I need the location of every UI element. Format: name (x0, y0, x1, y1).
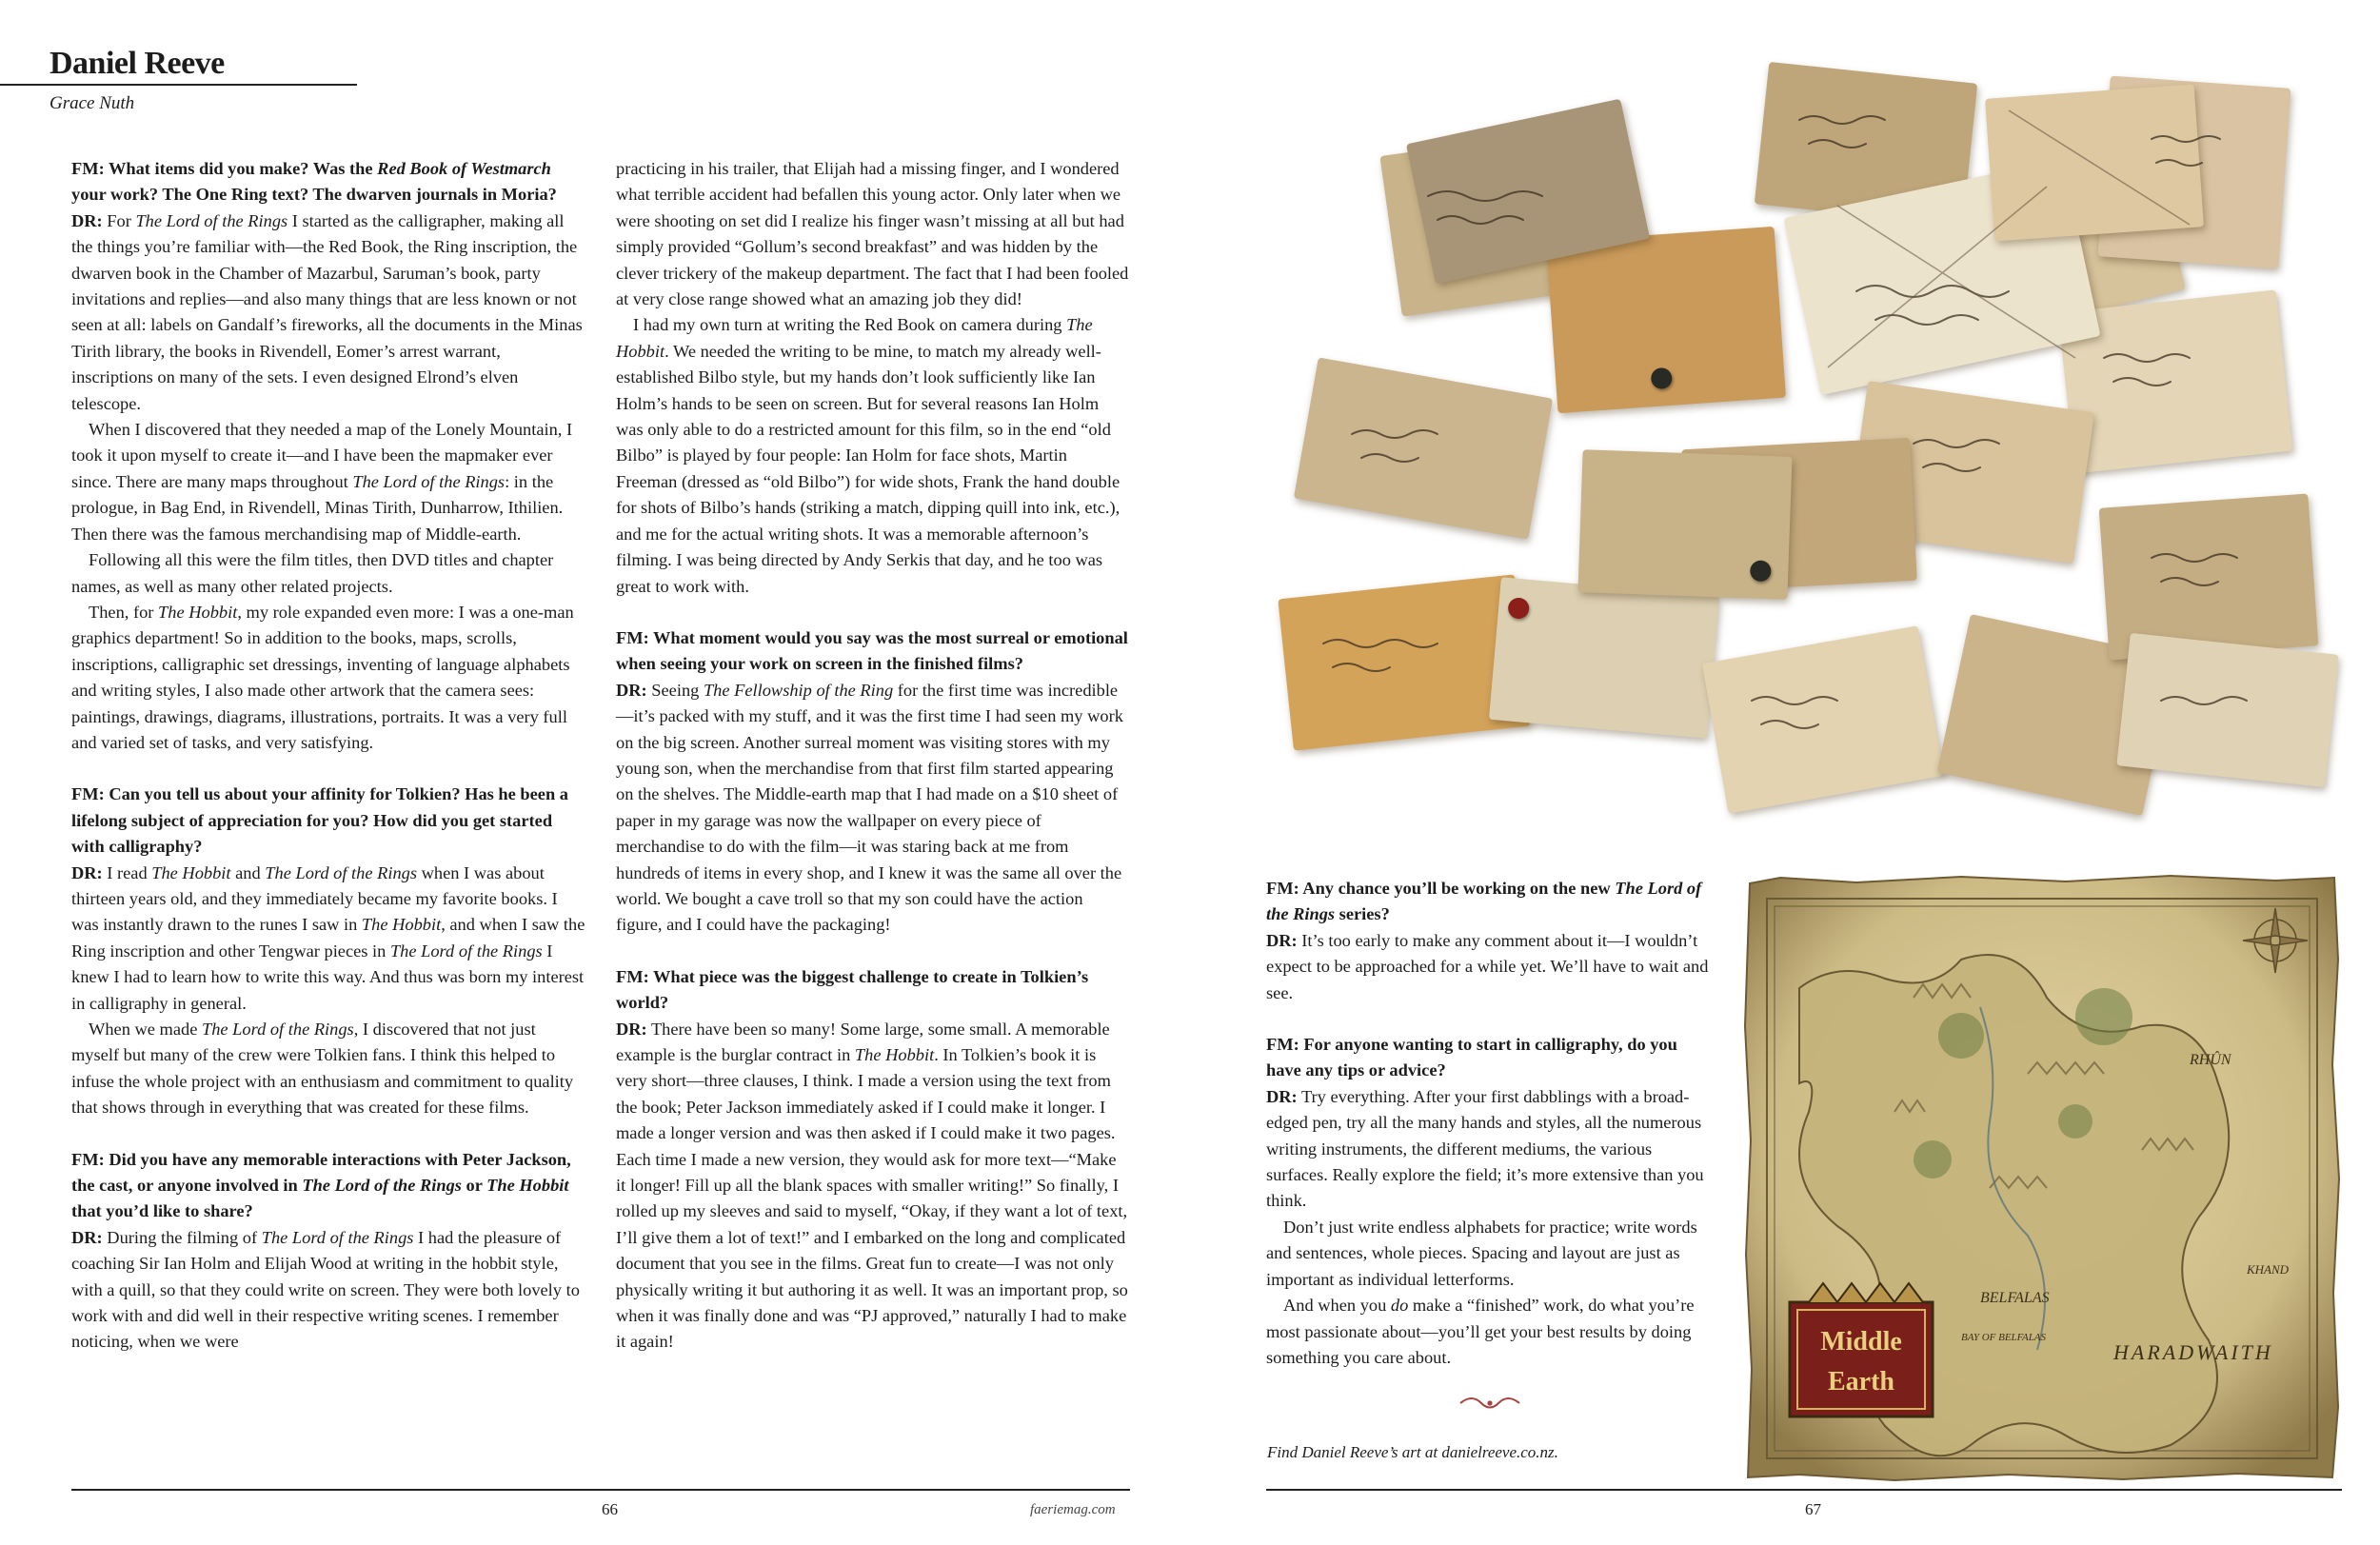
paragraph: practicing in his trailer, that Elijah had a missing finger, and I wondered what terrible accident had befallen this young actor. Only later when we were shooting on set did I realize his finger wasn’t missing at all but had simply provided “Gollum’s second breakfast” and was hidden by the clever trickery of the makeup department. The fact that I had been fooled at very close range showed what an amazing job they did! (616, 159, 1129, 309)
answer-3: DR: During the filming of The Lord of the Rings I had the pleasure of coaching Sir Ian Holm and Elijah Wood at writing in the hobbit style, with a quill, so that they could write on screen. They were both lovely to work with and did well in their respective writing scenes. I remember noticing, when we were (71, 1227, 580, 1352)
title-rule (0, 84, 357, 86)
answer-2: DR: I read The Hobbit and The Lord of the Rings when I was about thirteen years old, and they immediately became my favorite books. I was instantly drawn to the runes I saw in The Hobbit, and when I saw the Ring inscription and other Tengwar pieces in The Lord of the Rings I knew I had to learn how to write this way. And thus was born my interest in calligraphy in general. (71, 862, 585, 1013)
footer-rule-left (71, 1489, 1130, 1491)
text-column-middle (616, 156, 1130, 1356)
answer-1: DR: For The Lord of the Rings I started as the calligrapher, making all the things you’re familiar with—the Red Book, the Ring inscription, the dwarven book in the Chamber of Mazarbul, Saruman’s book, party invitations and replies—and also many things that are less known or not seen at all: labels on Gandalf’s fireworks, all the documents in the Minas Tirith library, the books in Rivendell, Eomer’s arrest warrant, inscriptions on many of the sets. I even designed Elrond’s elven telescope. (71, 210, 583, 413)
page-number-left: 66 (602, 1500, 618, 1518)
question-5: FM: What piece was the biggest challenge to create in Tolkien’s world? (616, 966, 1089, 1013)
address-scribbles (1266, 53, 2342, 853)
page-number-right: 67 (1805, 1500, 1821, 1518)
map-label: KHAND (2247, 1262, 2290, 1277)
paragraph: Following all this were the film titles, then DVD titles and chapter names, as well as many other related projects. (71, 550, 554, 596)
map-cartouche (1790, 1283, 1933, 1416)
map-label: RHÛN (2190, 1052, 2231, 1068)
footer-rule-right (1266, 1489, 2342, 1491)
text-column-left (71, 156, 585, 1356)
art-credit: Find Daniel Reeve’s art at danielreeve.co.nz. (1267, 1443, 1558, 1461)
map-label: BELFALAS (1980, 1290, 2050, 1306)
answer-6: DR: It’s too early to make any comment about it—I wouldn’t expect to be approached for a while yet. We’ll have to wait and see. (1266, 930, 1709, 1002)
paragraph: And when you do make a “finished” work, do what you’re most passionate about—you’ll get your best results by doing something you care about. (1266, 1296, 1695, 1367)
paragraph: When we made The Lord of the Rings, I discovered that not just myself but many of the crew were Tolkien fans. I think this helped to infuse the whole project with an enthusiasm and commitment to quality that shows through in everything that was created for these films. (71, 1020, 574, 1118)
answer-7: DR: Try everything. After your first dabblings with a broad-edged pen, try all the many hands and styles, all the numerous writing instruments, the different mediums, the various surfaces. Really explore the field; it’s more extensive than you think. (1266, 1086, 1704, 1211)
text-column-right (1266, 876, 1714, 1371)
envelopes-photo (1266, 53, 2342, 853)
map-label: BAY OF BELFALAS (1961, 1332, 2047, 1343)
site-name: faeriemag.com (1030, 1502, 1116, 1517)
map-label: HARADWAITH (2113, 1340, 2273, 1364)
question-6: FM: Any chance you’ll be working on the new The Lord of the Rings series? (1266, 879, 1702, 924)
middle-earth-map (1742, 874, 2342, 1483)
cartouche-bottom-text: Earth (1828, 1367, 1894, 1396)
question-4: FM: What moment would you say was the most surreal or emotional when seeing your work on screen in the finished films? (616, 627, 1128, 674)
paragraph: Then, for The Hobbit, my role expanded even more: I was a one-man graphics department! So in addition to the books, maps, scrolls, inscriptions, calligraphic set dressings, inventing of language alphabets and writing styles, I also made other artwork that the camera sees: paintings, drawings, diagrams, illustrations, portraits. It was a very full and varied set of tasks, and very satisfying. (71, 602, 574, 752)
question-2: FM: Can you tell us about your affinity for Tolkien? Has he been a lifelong subject of appreciation for you? How did you get started with calligraphy? (71, 784, 568, 857)
question-7: FM: For anyone wanting to start in calligraphy, do you have any tips or advice? (1266, 1035, 1677, 1080)
paragraph: When I discovered that they needed a map of the Lonely Mountain, I took it upon myself to create it—and I have been the mapmaker ever since. There are many maps throughout The Lord of the Rings: in the prologue, in Bag End, in Rivendell, Minas Tirith, Dunharrow, Ithilien. Then there was the famous merchandising map of Middle-earth. (71, 420, 573, 544)
ornament-divider (1457, 1392, 1523, 1415)
paragraph: Don’t just write endless alphabets for practice; write words and sentences, whole pieces. Spacing and layout are just as important as individual letterforms. (1266, 1217, 1697, 1289)
article-title: Daniel Reeve (50, 46, 225, 81)
paragraph: I had my own turn at writing the Red Book on camera during The Hobbit. We needed the writing to be mine, to match my already well-established Bilbo style, but my hands don’t look sufficiently like Ian Holm’s hands to be seen on screen. But for several reasons Ian Holm was only able to do a restricted amount for this film, so in the end “old Bilbo” is played by four people: Ian Holm for face shots, Martin Freeman (dressed as “old Bilbo”) for wide shots, Frank the hand double for shots of Bilbo’s hands (striking a match, dipping quill into ink, etc.), and me for the actual writing shots. It was a memorable afternoon’s filming. I was being directed by Andy Serkis that day, and he too was great to work with. (616, 315, 1121, 596)
question-3: FM: Did you have any memorable interactions with Peter Jackson, the cast, or anyone involved in The Lord of the Rings or The Hobbit that you’d like to share? (71, 1149, 571, 1221)
answer-4: DR: Seeing The Fellowship of the Ring for the first time was incredible—it’s packed with my stuff, and it was the first time I had seen my work on the big screen. Another surreal moment was visiting stores with my young son, when the merchandise from that first film started appearing on the shelves. The Middle-earth map that I had made on a $10 sheet of paper in my garage was now the wallpaper on every piece of merchandise to do with the film—it was staring back at me from hundreds of items in every shop, and I knew it was the same all over the world. We bought a cave troll so that my son could have the action figure, and I could have the packaging! (616, 680, 1123, 935)
article-byline: Grace Nuth (50, 93, 135, 113)
answer-5: DR: There have been so many! Some large, some small. A memorable example is the burglar contract in The Hobbit. In Tolkien’s book it is very short—three clauses, I think. I made a version using the text from the book; Peter Jackson immediately asked if I could make it longer. I made a longer version and was then asked if I could make it two pages. Each time I made a new version, they would ask for more text—“Make it longer! Fill up all the blank spaces with smaller writing!” So finally, I rolled up my sleeves and said to myself, “Okay, if they want a lot of text, I’ll give them a lot of text!” and I embarked on the long and complicated document that you see in the films. Great fun to create—I was not only physically writing it but authoring it as well. It was an important prop, so when it was finally done and was “PJ approved,” naturally I had to make it again! (616, 1019, 1128, 1352)
cartouche-top-text: Middle (1820, 1327, 1902, 1357)
question-1: FM: What items did you make? Was the Red Book of Westmarch your work? The One Ring text? The dwarven journals in Moria? (71, 159, 557, 205)
